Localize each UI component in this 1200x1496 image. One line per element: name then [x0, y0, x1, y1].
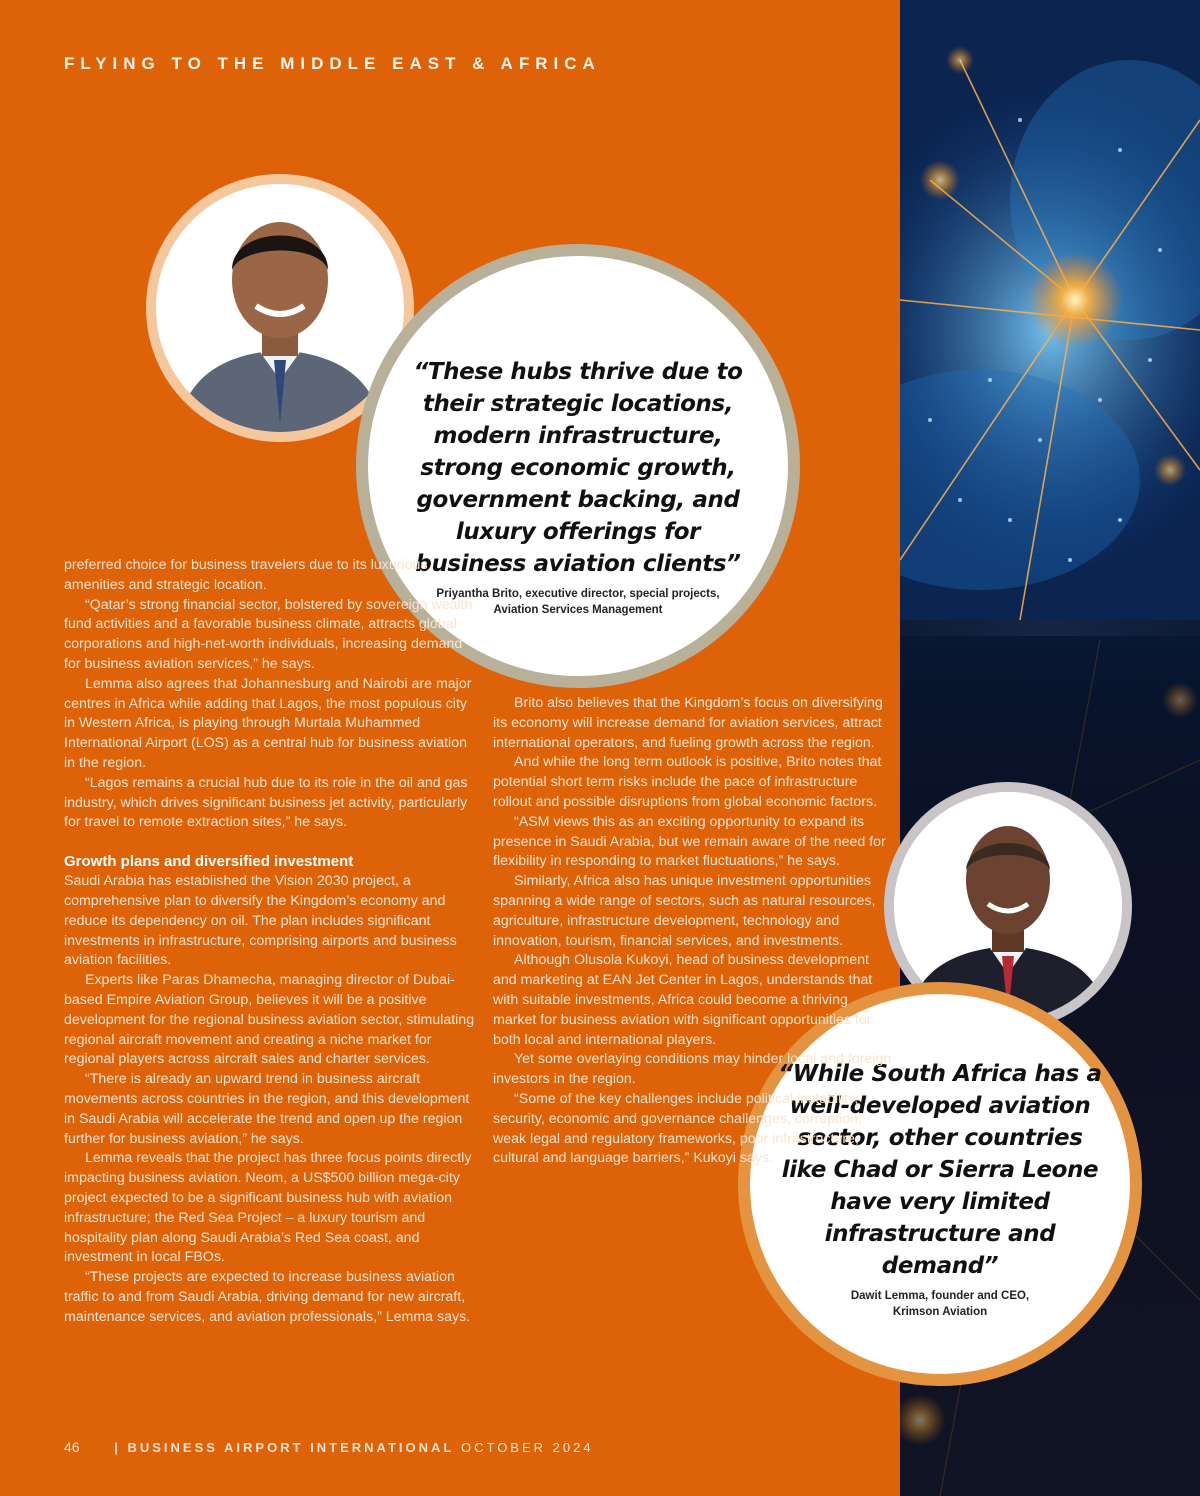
paragraph: Lemma also agrees that Johannesburg and Nairobi are major centres in Africa while adding that Lagos, the most populous city in Western Africa, is playing through Murtala Muhammed International Airport (LOS) as a central hub for business aviation in the region. — [64, 675, 472, 771]
paragraph: And while the long term outlook is positive, Brito notes that potential short term risks include the pace of infrastructure rollout and possible disruptions from global economic factors. — [493, 754, 882, 810]
paragraph: “These projects are expected to increase business aviation traffic to and from Saudi Arabia, driving demand for new aircraft, maintenance services, and aviation professionals,” Lemma says. — [64, 1269, 471, 1325]
quote-text: “While South Africa has a well-developed aviation sector, other countries like Chad or Sierra Leone have very limited infrastructure and demand” — [778, 1061, 1102, 1279]
page-number: 46 — [64, 1439, 80, 1455]
publication-name: | BUSINESS AIRPORT INTERNATIONAL — [114, 1440, 455, 1455]
quote-attribution — [851, 1288, 1029, 1320]
attribution-line: Priyantha Brito, executive director, special projects, — [436, 588, 720, 600]
photo-band — [900, 620, 1200, 636]
section-heading: Growth plans and diversified investment — [64, 853, 354, 871]
attribution-line: Aviation Services Management — [493, 604, 663, 616]
paragraph: “Some of the key challenges include political instability, security, economic and governance challenges, corruption, weak legal and regulatory frameworks, poor infrastructure, cultural and language barriers,” Kukoyi says. — [493, 1090, 862, 1167]
paragraph: “ASM views this as an exciting opportunity to expand its presence in Saudi Arabia, but we remain aware of the need for flexibility in responding to market fluctuations,” he says. — [493, 813, 886, 870]
paragraph: “Qatar’s strong financial sector, bolstered by sovereign wealth fund activities and a favorable business climate, attracts global corporations and high-net-worth individuals, increasing demand for business aviation services,” he says. — [64, 596, 473, 672]
paragraph: Similarly, Africa also has unique investment opportunities spanning a wide range of sectors, such as natural resources, agriculture, infrastructure development, technology and innovation, tourism, financial services, and investments. — [493, 873, 876, 949]
attribution-line: Krimson Aviation — [892, 1306, 988, 1318]
page-footer — [64, 1439, 594, 1455]
paragraph: Saudi Arabia has established the Vision 2030 project, a comprehensive plan to diversify the Kingdom’s economy and reduce its dependency on oil. The plan includes significant investments in infrastructure, comprising airports and business aviation facilities. — [64, 873, 457, 969]
attribution-line: Dawit Lemma, founder and CEO, — [850, 1290, 1030, 1302]
paragraph: “There is already an upward trend in business aircraft movements across countries in the region, and this development in Saudi Arabia will accelerate the trend and open up the region further for business aviation,” he says. — [64, 1071, 470, 1147]
issue-date: OCTOBER 2024 — [460, 1440, 594, 1455]
paragraph: Although Olusola Kukoyi, head of business development and marketing at EAN Jet Center in Lagos, understands that with suitable investments, Africa could become a thriving market for business aviation with significant opportunities for both local and international players. — [493, 952, 873, 1048]
paragraph: Experts like Paras Dhamecha, managing director of Dubai-based Empire Aviation Group, believes it will be a positive development for the regional business aviation sector, stimulating regional aircraft movement and creating a niche market for regional players across aircraft sales and charter services. — [64, 972, 475, 1068]
paragraph: Lemma reveals that the project has three focus points directly impacting business aviation. Neom, a US$500 billion mega-city project expected to be a significant business hub with aviation infrastructure; the Red Sea Project – a luxury tourism and hospitality plan along Saudi Arabia’s Red Sea coast, and investment in local FBOs. — [64, 1150, 472, 1266]
paragraph: “Lagos remains a crucial hub due to its role in the oil and gas industry, which drives significant business jet activity, particularly for travel to remote extraction sites,” he says. — [64, 774, 468, 831]
quote-attribution — [436, 586, 719, 618]
article-column-middle — [493, 694, 893, 1169]
article-column-left — [64, 556, 476, 1327]
section-label: FLYING TO THE MIDDLE EAST & AFRICA — [64, 54, 601, 73]
paragraph: preferred choice for business travelers due to its luxurious amenities and strategic location. — [64, 557, 428, 593]
paragraph: Brito also believes that the Kingdom’s focus on diversifying its economy will increase demand for aviation services, attract international operators, and fueling growth across the region. — [493, 695, 883, 751]
quote-text: “These hubs thrive due to their strategic locations, modern infrastructure, strong economic growth, government backing, and luxury offerings for business aviation clients” — [413, 359, 743, 577]
paragraph: Yet some overlaying conditions may hinder local and foreign investors in the region. — [493, 1051, 892, 1088]
